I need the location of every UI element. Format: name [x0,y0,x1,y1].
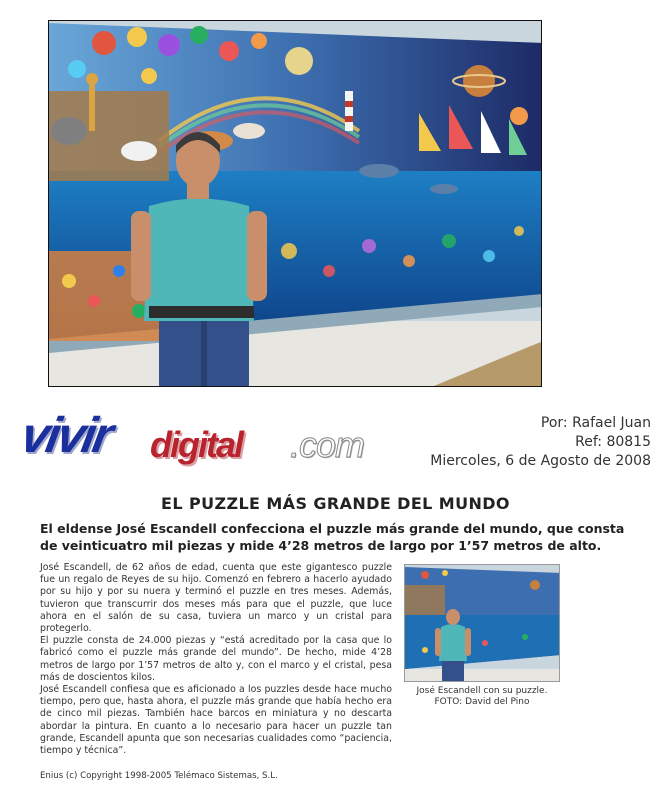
logo-com: .com [290,424,365,465]
article-title: EL PUZZLE MÁS GRANDE DEL MUNDO [161,494,510,513]
copyright-footer: Enius (c) Copyright 1998-2005 Telémaco Sistemas, S.L. [40,771,278,781]
paragraph: José Escandell, de 62 años de edad, cuenta que este gigantesco puzzle fue un regalo de Reyes de su hijo. Comenzó en febrero a hacerlo ayudado por su hijo y por su nuera y terminó el puzzle en tres meses. Además, tuvieron que transcurrir dos meses más para que el puzzle, que luce ahora en el salón de su casa, tuviera un marco y un cristal para protegerlo. [40,562,392,635]
paragraph: El puzzle consta de 24.000 piezas y “está acreditado por la casa que lo fabricó como el puzzle más grande del mundo”. De hecho, mide 4’28 metros de largo por 1’57 metros de alto y, con el marco y el cristal, pesa más de doscientos kilos. [40,635,392,683]
photo-credit: FOTO: David del Pino [434,697,530,707]
logo-vivir: vivir [17,407,115,463]
logo-digital: digital [150,424,242,465]
photo-caption [404,686,560,708]
author: Por: Rafael Juan [540,415,651,431]
paragraph: José Escandell confiesa que es aficionado a los puzzles desde hace mucho tiempo, pero que, hasta ahora, el puzzle más grande que había hecho era de cinco mil piezas. También hace barcos en miniatura y no descarta abordar la pintura. En cuanto a lo necesario para hacer un puzzle tan grande, Escandell apunta que son necesarias cualidades como “paciencia, tiempo y técnica”. [40,684,392,757]
publish-date: Miercoles, 6 de Agosto de 2008 [430,453,651,469]
main-photo [48,20,542,387]
site-logo[interactable] [17,406,382,478]
article-body [40,562,392,757]
article-lead: El eldense José Escandell confecciona el puzzle más grande del mundo, que consta de veinticuatro mil piezas y mide 4’28 metros de largo por 1’57 metros de alto. [40,521,625,553]
byline [430,414,651,471]
caption-text: José Escandell con su puzzle. [416,686,548,696]
reference: Ref: 80815 [575,434,651,450]
article-photo [404,564,560,682]
